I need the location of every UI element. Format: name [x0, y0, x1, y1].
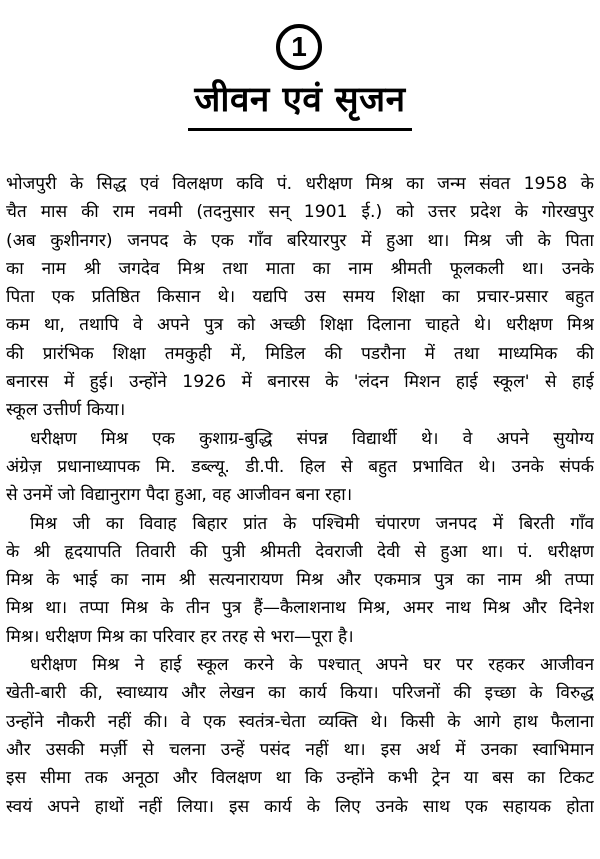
paragraph-2	[6, 425, 594, 510]
paragraph-line: धरीक्षण मिश्र ने हाई स्कूल करने के पश्चात् अपने घर पर रहकर आजीवन	[30, 655, 594, 676]
paragraph-line: पिता एक प्रतिष्ठित किसान थे। यद्यपि उस समय शिक्षा का प्रचार-प्रसार बहुत	[6, 287, 594, 308]
paragraph-line: धरीक्षण मिश्र एक कुशाग्र-बुद्धि संपन्न विद्यार्थी थे। वे अपने सुयोग्य	[30, 428, 594, 449]
paragraph-line: का नाम श्री जगदेव मिश्र तथा माता का नाम श्रीमती फूलकली था। उनके	[6, 258, 594, 279]
paragraph-line: से उनमें जो विद्यानुराग पैदा हुआ, वह आजीवन बना रहा।	[6, 485, 353, 506]
title-underline	[188, 128, 412, 131]
paragraph-4	[6, 651, 594, 821]
chapter-title: जीवन एवं सृजन	[194, 80, 406, 120]
body-text	[6, 170, 594, 821]
paragraph-line: कम था, तथापि वे अपने पुत्र को अच्छी शिक्षा दिलाना चाहते थे। धरीक्षण मिश्र	[6, 315, 594, 336]
paragraph-line: के श्री हृदयापति तिवारी की पुत्री श्रीमती देवराजी देवी से हुआ था। पं. धरीक्षण	[6, 541, 594, 562]
paragraph-line: इस सीमा तक अनूठा और विलक्षण था कि उन्होंने कभी ट्रेन या बस का टिकट	[6, 768, 594, 789]
paragraph-line: बनारस में हुई। उन्होंने 1926 में बनारस के 'लंदन मिशन हाई स्कूल' से हाई	[6, 372, 594, 393]
chapter-number-badge	[276, 24, 322, 70]
paragraph-1	[6, 170, 594, 425]
paragraph-line: मिश्र के भाई का नाम श्री सत्यनारायण मिश्र और एकमात्र पुत्र का नाम श्री तप्पा	[6, 570, 594, 591]
paragraph-line: चैत मास की राम नवमी (तदनुसार सन् 1901 ई.) को उत्तर प्रदेश के गोरखपुर	[6, 202, 594, 223]
paragraph-line: खेती-बारी की, स्वाध्याय और लेखन का कार्य किया। परिजनों की इच्छा के विरुद्ध	[6, 683, 594, 704]
paragraph-line: स्कूल उत्तीर्ण किया।	[6, 400, 126, 421]
paragraph-line: उन्होंने नौकरी नहीं की। वे एक स्वतंत्र-चेता व्यक्ति थे। किसी के आगे हाथ फैलाना	[6, 711, 594, 732]
paragraph-line: अंग्रेज़ प्रधानाध्यापक मि. डब्ल्यू. डी.पी. हिल से बहुत प्रभावित थे। उनके संपर्क	[6, 456, 594, 477]
paragraph-line: मिश्र था। तप्पा मिश्र के तीन पुत्र हैं—कैलाशनाथ मिश्र, अमर नाथ मिश्र और दिनेश	[6, 598, 594, 619]
paragraph-line: मिश्र। धरीक्षण मिश्र का परिवार हर तरह से भरा—पूरा है।	[6, 626, 354, 647]
paragraph-line: भोजपुरी के सिद्ध एवं विलक्षण कवि पं. धरीक्षण मिश्र का जन्म संवत 1958 के	[6, 174, 594, 194]
paragraph-3	[6, 510, 594, 651]
chapter-number: 1	[291, 31, 307, 62]
paragraph-line: (अब कुशीनगर) जनपद के एक गाँव बरियारपुर में हुआ था। मिश्र जी के पिता	[6, 230, 594, 251]
paragraph-line: और उसकी मर्ज़ी से चलना उन्हें पसंद नहीं था। इस अर्थ में उनका स्वाभिमान	[6, 739, 594, 760]
paragraph-line: की प्रारंभिक शिक्षा तमकुही में, मिडिल की पडरौना में तथा माध्यमिक की	[6, 343, 594, 364]
paragraph-line: मिश्र जी का विवाह बिहार प्रांत के पश्चिमी चंपारण जनपद में बिरती गाँव	[30, 513, 594, 534]
paragraph-line: स्वयं अपने हाथों नहीं लिया। इस कार्य के लिए उनके साथ एक सहायक होता	[6, 796, 594, 817]
